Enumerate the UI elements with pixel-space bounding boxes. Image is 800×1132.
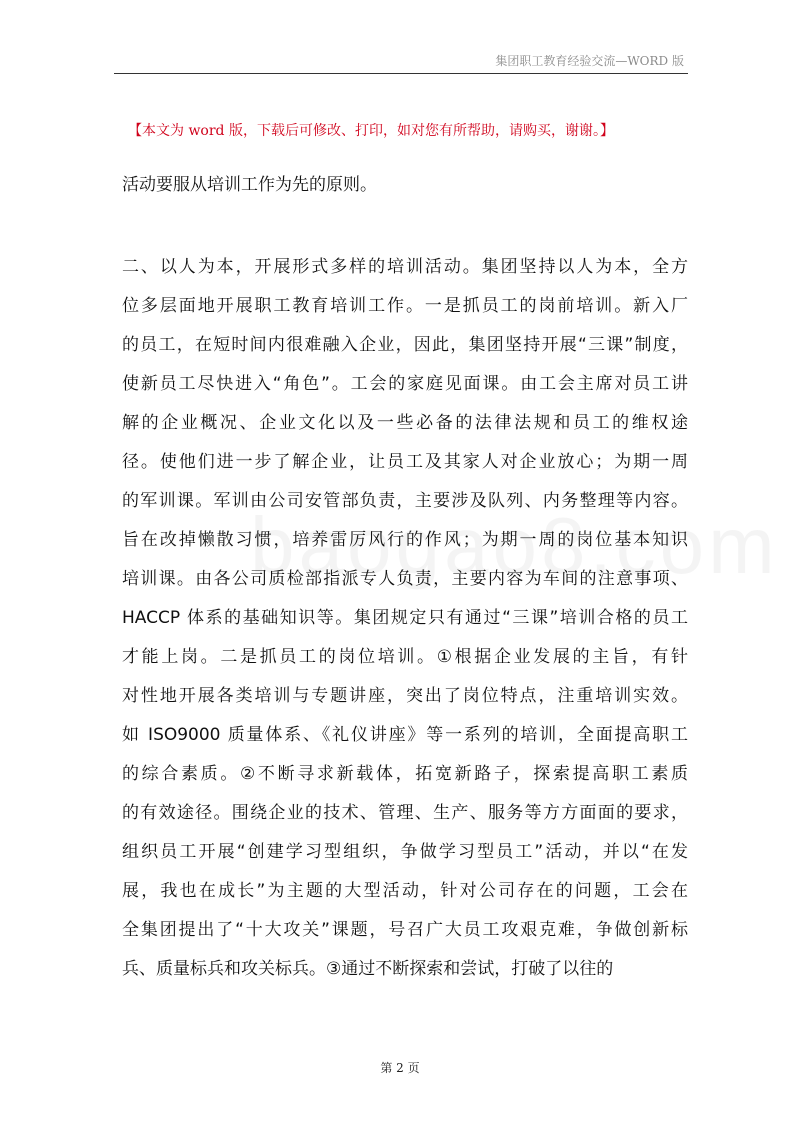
header-rule <box>114 73 688 74</box>
text-line: 如 ISO9000 质量体系、《礼仪讲座》等一系列的培训，全面提高职工 <box>122 725 688 745</box>
text-line: 兵、质量标兵和攻关标兵。③通过不断探索和尝试，打破了以往的 <box>122 959 614 979</box>
text-line: 位多层面地开展职工教育培训工作。一是抓员工的岗前培训。新入厂 <box>122 296 688 316</box>
text-line: 培训课。由各公司质检部指派专人负责，主要内容为车间的注意事项、 <box>122 569 688 589</box>
text-line: 二、以人为本，开展形式多样的培训活动。集团坚持以人为本，全方 <box>122 257 688 277</box>
text-line: 的员工，在短时间内很难融入企业，因此，集团坚持开展“三课”制度， <box>122 335 688 355</box>
text-line: 才能上岗。二是抓员工的岗位培训。①根据企业发展的主旨，有针 <box>122 647 688 667</box>
text-line: 的有效途径。围绕企业的技术、管理、生产、服务等方方面面的要求， <box>122 803 688 823</box>
page-number: 第 2 页 <box>380 1061 420 1075</box>
text-line: 径。使他们进一步了解企业，让员工及其家人对企业放心；为期一周 <box>122 452 688 472</box>
text-line: 全集团提出了“十大攻关”课题，号召广大员工攻艰克难，争做创新标 <box>122 920 688 940</box>
text-line: 使新员工尽快进入“角色”。工会的家庭见面课。由工会主席对员工讲 <box>122 374 688 394</box>
text-line: 对性地开展各类培训与专题讲座，突出了岗位特点，注重培训实效。 <box>122 686 688 706</box>
text-line: 组织员工开展“创建学习型组织，争做学习型员工”活动，并以“在发 <box>122 842 688 862</box>
text-line: 展，我也在成长”为主题的大型活动，针对公司存在的问题，工会在 <box>122 881 688 901</box>
text-line: 的军训课。军训由公司安管部负责，主要涉及队列、内务整理等内容。 <box>122 491 688 511</box>
lead-paragraph: 活动要服从培训工作为先的原则。 <box>122 175 377 195</box>
header-title: 集团职工教育经验交流—WORD 版 <box>495 54 684 68</box>
text-line: 旨在改掉懒散习惯，培养雷厉风行的作风；为期一周的岗位基本知识 <box>122 530 688 550</box>
text-line: 的综合素质。②不断寻求新载体，拓宽新路子，探索提高职工素质 <box>122 764 688 784</box>
purchase-notice: 【本文为 word 版，下载后可修改、打印，如对您有所帮助，请购买，谢谢。】 <box>128 123 614 139</box>
text-line: HACCP 体系的基础知识等。集团规定只有通过“三课”培训合格的员工 <box>122 608 688 628</box>
text-line: 解的企业概况、企业文化以及一些必备的法律法规和员工的维权途 <box>122 413 688 433</box>
body-paragraph <box>122 248 688 989</box>
